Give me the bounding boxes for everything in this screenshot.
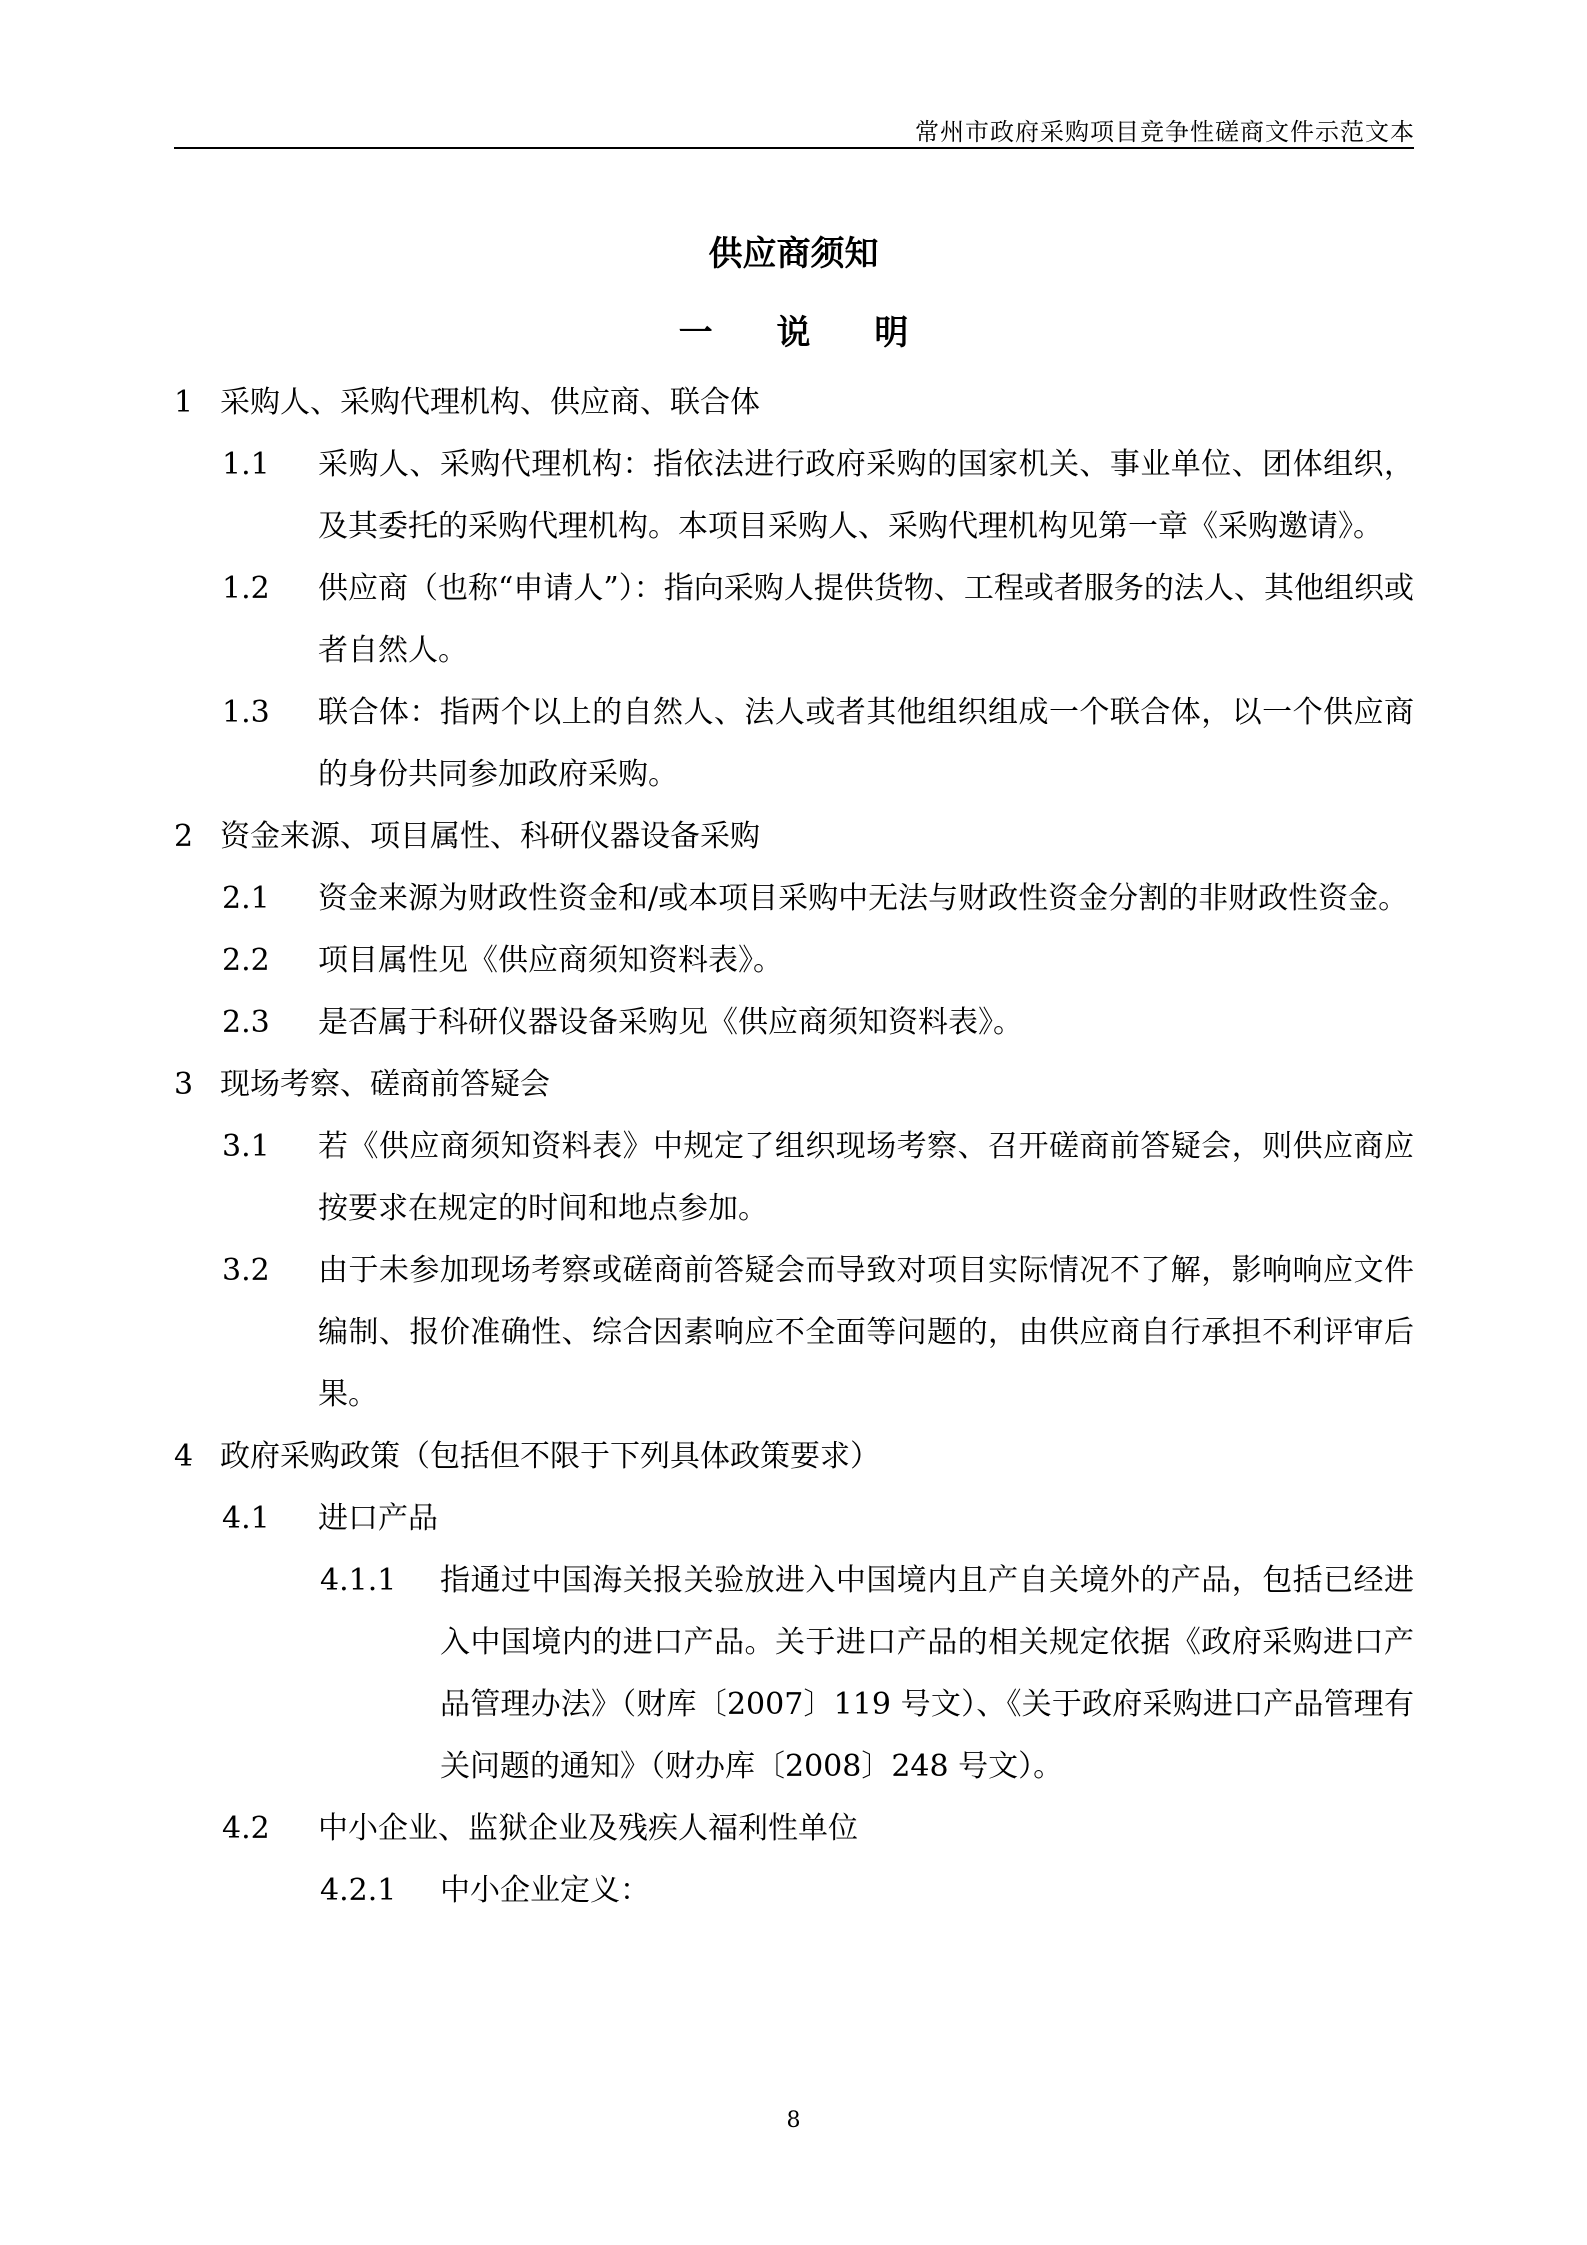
clause-number: 2.2 (222, 943, 270, 978)
clause-4-1 (174, 1488, 1414, 1550)
clause-number: 1.3 (222, 695, 270, 730)
page-number: 8 (786, 2108, 801, 2133)
clause-4-2-1 (174, 1860, 1414, 1922)
clause-text: 中小企业、监狱企业及残疾人福利性单位 (318, 1811, 858, 1846)
clause-number: 1.1 (222, 447, 270, 482)
section-title-char-1: 说 (776, 313, 811, 353)
clause-number: 2.3 (222, 1005, 270, 1040)
clause-text: 进口产品 (318, 1501, 438, 1536)
clause-text: 中小企业定义： (440, 1873, 650, 1908)
clause-1-3 (174, 682, 1414, 806)
clause-4-1-1 (174, 1550, 1414, 1798)
section-heading (0, 305, 1587, 354)
clause-2-1 (174, 868, 1414, 930)
clause-3 (174, 1054, 1414, 1116)
clause-number: 4.1.1 (320, 1563, 397, 1598)
clause-text: 资金来源、项目属性、科研仪器设备采购 (220, 819, 760, 854)
document-title: 供应商须知 (708, 234, 879, 274)
clause-text: 联合体：指两个以上的自然人、法人或者其他组织组成一个联合体，以一个供应商的身份共同参加政府采购。 (318, 695, 1414, 792)
clause-number: 4 (174, 1439, 194, 1474)
clause-text: 由于未参加现场考察或磋商前答疑会而导致对项目实际情况不了解，影响响应文件编制、报价准确性、综合因素响应不全面等问题的，由供应商自行承担不利评审后果。 (318, 1253, 1414, 1412)
clause-2-2 (174, 930, 1414, 992)
clause-text: 现场考察、磋商前答疑会 (220, 1067, 550, 1102)
clause-text: 采购人、采购代理机构：指依法进行政府采购的国家机关、事业单位、团体组织，及其委托的采购代理机构。本项目采购人、采购代理机构见第一章《采购邀请》。 (318, 447, 1414, 544)
clause-1-2 (174, 558, 1414, 682)
clause-number: 4.2 (222, 1811, 270, 1846)
clause-3-1 (174, 1116, 1414, 1240)
clause-list (174, 372, 1414, 1922)
clause-text: 若《供应商须知资料表》中规定了组织现场考察、召开磋商前答疑会，则供应商应按要求在规定的时间和地点参加。 (318, 1129, 1414, 1226)
clause-number: 4.2.1 (320, 1873, 397, 1908)
clause-3-2 (174, 1240, 1414, 1426)
clause-text: 供应商（也称“申请人”）：指向采购人提供货物、工程或者服务的法人、其他组织或者自然人。 (318, 571, 1414, 668)
clause-4-2 (174, 1798, 1414, 1860)
clause-number: 2.1 (222, 881, 270, 916)
clause-text: 采购人、采购代理机构、供应商、联合体 (220, 385, 760, 420)
clause-number: 1.2 (222, 571, 270, 606)
header-title: 常州市政府采购项目竞争性磋商文件示范文本 (915, 118, 1415, 146)
section-number: 一 (678, 313, 713, 353)
clause-text: 政府采购政策（包括但不限于下列具体政策要求） (220, 1439, 880, 1474)
clause-text: 资金来源为财政性资金和/或本项目采购中无法与财政性资金分割的非财政性资金。 (318, 881, 1409, 916)
clause-number: 4.1 (222, 1501, 270, 1536)
clause-text: 指通过中国海关报关验放进入中国境内且产自关境外的产品，包括已经进入中国境内的进口产品。关于进口产品的相关规定依据《政府采购进口产品管理办法》（财库〔2007〕119 号文）、《关于政府采购进口产品管理有关问题的通知》（财办库〔2008〕248 号文）。 (440, 1563, 1414, 1784)
clause-4 (174, 1426, 1414, 1488)
clause-text: 项目属性见《供应商须知资料表》。 (318, 943, 783, 978)
clause-number: 2 (174, 819, 194, 854)
clause-2-3 (174, 992, 1414, 1054)
clause-number: 3.1 (222, 1129, 270, 1164)
clause-number: 1 (174, 385, 194, 420)
section-title-char-2: 明 (874, 313, 909, 353)
clause-2 (174, 806, 1414, 868)
header-divider (174, 147, 1414, 149)
clause-1 (174, 372, 1414, 434)
clause-1-1 (174, 434, 1414, 558)
clause-text: 是否属于科研仪器设备采购见《供应商须知资料表》。 (318, 1005, 1023, 1040)
clause-number: 3 (174, 1067, 194, 1102)
clause-number: 3.2 (222, 1253, 270, 1288)
